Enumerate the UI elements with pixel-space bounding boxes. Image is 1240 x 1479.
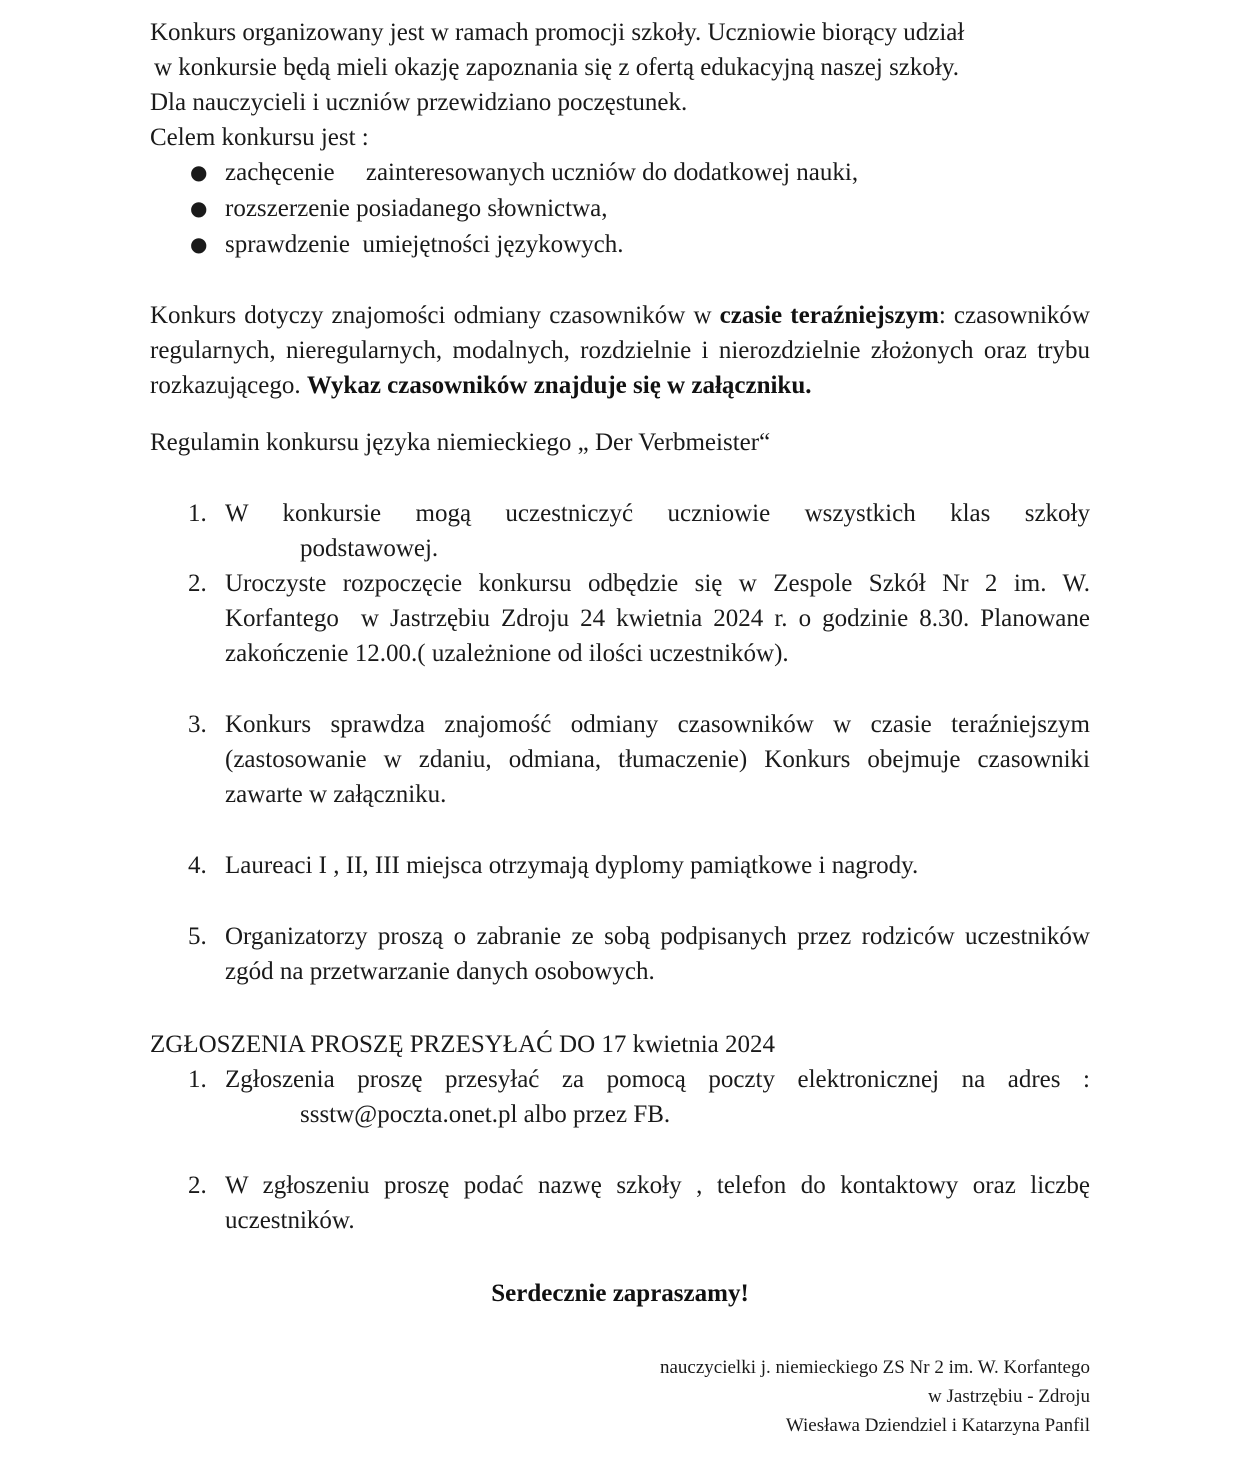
rule-text: Organizatorzy proszą o zabranie ze sobą podpisanych przez rodziców uczestników zgód na przetwarzanie danych osobowych.	[225, 923, 1090, 985]
goal-item	[150, 191, 1090, 227]
rule-text-line: podstawowej.	[300, 535, 439, 562]
submission-item	[150, 1168, 1090, 1238]
rule-number: 5.	[188, 923, 207, 950]
rule-item	[150, 566, 1115, 671]
spacer	[150, 883, 1090, 919]
topic-paragraph	[150, 298, 1090, 403]
intro-line-2: w konkursie będą mieli okazję zapoznania się z ofertą edukacyjną naszej szkoły.	[154, 54, 959, 81]
goal-text: rozszerzenie posiadanego słownictwa,	[225, 195, 608, 222]
closing-line	[150, 1276, 1090, 1311]
signature-line-2: w Jastrzębiu - Zdroju	[928, 1386, 1090, 1407]
goal-text: zachęcenie zainteresowanych uczniów do dodatkowej nauki,	[225, 159, 859, 186]
submission-number: 2.	[188, 1172, 207, 1199]
topic-text-1: Konkurs dotyczy znajomości odmiany czasowników w	[150, 302, 720, 329]
rule-text: Laureaci I , II, III miejsca otrzymają dyplomy pamiątkowe i nagrody.	[225, 852, 919, 879]
document-page	[150, 15, 1115, 1440]
closing-text: Serdecznie zapraszamy!	[491, 1280, 749, 1307]
rule-text: Uroczyste rozpoczęcie konkursu odbędzie się w Zespole Szkół Nr 2 im. W. Korfantego w Jastrzębiu Zdroju 24 kwietnia 2024 r. o godzinie 8.30. Planowane zakończenie 12.00.( uzależnione od ilości uczestników).	[225, 570, 1115, 667]
rules-title: Regulamin konkursu języka niemieckiego „ Der Verbmeister“	[150, 429, 771, 456]
topic-text-2: : czasowników regularnych, nieregularnych, modalnych, rozdzielnie i nierozdzielnie złożonych oraz trybu rozkazującego.	[150, 302, 1090, 399]
spacer	[150, 671, 1090, 707]
rule-text-line: W konkursie mogą uczestniczyć uczniowie wszystkich klas szkoły	[225, 500, 1090, 527]
intro-line-3: Dla nauczycieli i uczniów przewidziano poczęstunek.	[150, 89, 688, 116]
rule-item	[150, 848, 1090, 883]
topic-bold-2: Wykaz czasowników znajduje się w załączniku.	[306, 372, 812, 399]
goal-item	[150, 155, 1090, 191]
submission-number: 1.	[188, 1066, 207, 1093]
spacer	[150, 812, 1090, 848]
signature-line-1: nauczycielki j. niemieckiego ZS Nr 2 im. W. Korfantego	[659, 1357, 1090, 1378]
submission-text-line: ssstw@poczta.onet.pl albo przez FB.	[300, 1101, 671, 1128]
rule-text: Konkurs sprawdza znajomość odmiany czasowników w czasie teraźniejszym (zastosowanie w zdaniu, odmiana, tłumaczenie) Konkurs obejmuje czasowniki zawarte w załączniku.	[225, 711, 1090, 808]
rule-item	[150, 919, 1090, 989]
rule-number: 1.	[188, 500, 207, 527]
bullet-icon: ●	[190, 160, 208, 184]
intro-line-1: Konkurs organizowany jest w ramach promocji szkoły. Uczniowie biorący udział	[150, 19, 965, 46]
submission-text-line: Zgłoszenia proszę przesyłać za pomocą poczty elektronicznej na adres :	[225, 1066, 1090, 1093]
signature-line-3: Wiesława Dziendziel i Katarzyna Panfil	[785, 1415, 1090, 1436]
goal-text: sprawdzenie umiejętności językowych.	[225, 231, 624, 258]
rule-number: 4.	[188, 852, 207, 879]
goals-list	[150, 155, 1090, 263]
rules-list	[150, 496, 1115, 989]
rule-item	[150, 707, 1090, 812]
topic-bold-1: czasie teraźniejszym	[719, 302, 939, 329]
submissions-list	[150, 1062, 1090, 1238]
rule-item	[150, 496, 1090, 566]
bullet-icon: ●	[190, 232, 208, 256]
spacer	[150, 1132, 1090, 1168]
rule-number: 2.	[188, 570, 207, 597]
submissions-title: ZGŁOSZENIA PROSZĘ PRZESYŁAĆ DO 17 kwietnia 2024	[150, 1031, 775, 1058]
intro-paragraph	[150, 15, 1090, 155]
rule-number: 3.	[188, 711, 207, 738]
goal-item	[150, 227, 1090, 263]
intro-line-4: Celem konkursu jest :	[150, 124, 369, 151]
signature-block	[150, 1353, 1090, 1440]
submission-item	[150, 1062, 1090, 1132]
submission-text: W zgłoszeniu proszę podać nazwę szkoły , telefon do kontaktowy oraz liczbę uczestników.	[225, 1172, 1090, 1234]
bullet-icon: ●	[190, 196, 208, 220]
